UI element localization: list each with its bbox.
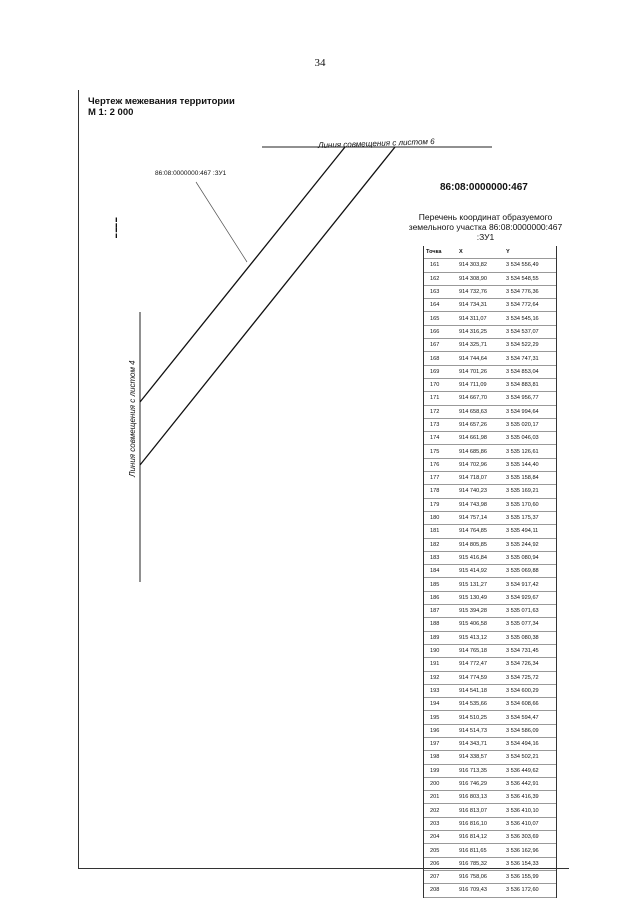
cell-y: 3 535 046,03 [504,432,556,445]
cell-y: 3 535 494,11 [504,525,556,538]
cell-point: 196 [424,724,453,737]
cell-y: 3 534 494,16 [504,737,556,750]
parcel-label: 86:08:0000000:467 :ЗУ1 [155,170,227,177]
table-row [424,618,556,631]
table-row [424,285,556,298]
cell-x: 916 816,10 [453,817,504,830]
cell-point: 169 [424,365,453,378]
table-row [424,671,556,684]
cell-x: 916 758,06 [453,870,504,883]
cell-point: 208 [424,884,453,897]
cell-point: 171 [424,392,453,405]
title-line-2: М 1: 2 000 [88,107,134,118]
cell-y: 3 535 080,38 [504,631,556,644]
table-row [424,299,556,312]
cell-x: 916 811,65 [453,844,504,857]
cell-point: 180 [424,511,453,524]
cell-point: 168 [424,352,453,365]
cell-x: 914 740,23 [453,485,504,498]
cell-point: 195 [424,711,453,724]
cell-y: 3 534 537,07 [504,325,556,338]
table-row [424,791,556,804]
table-row [424,365,556,378]
alignment-label-top: Линия совмещения с листом 6 [317,136,435,151]
table-row [424,605,556,618]
table-row [424,658,556,671]
table-row [424,551,556,564]
table-row [424,684,556,697]
table-row [424,498,556,511]
cell-point: 186 [424,591,453,604]
cell-y: 3 534 522,29 [504,339,556,352]
table-row [424,644,556,657]
cell-point: 181 [424,525,453,538]
table-row [424,472,556,485]
cell-y: 3 536 416,39 [504,791,556,804]
cell-x: 914 732,76 [453,285,504,298]
table-row [424,445,556,458]
table-row [424,777,556,790]
boundary-line-1 [140,147,345,402]
table-row [424,538,556,551]
cell-x: 915 413,12 [453,631,504,644]
cell-x: 914 316,25 [453,325,504,338]
cell-point: 178 [424,485,453,498]
cell-y: 3 535 069,88 [504,565,556,578]
cell-point: 189 [424,631,453,644]
cell-x: 914 772,47 [453,658,504,671]
cell-point: 173 [424,418,453,431]
side-mark: ▬ ▬▬ ▬ [113,217,118,238]
cell-point: 205 [424,844,453,857]
cell-x: 915 406,58 [453,618,504,631]
cell-y: 3 536 162,96 [504,844,556,857]
cell-point: 190 [424,644,453,657]
cell-point: 198 [424,751,453,764]
cell-point: 164 [424,299,453,312]
cell-point: 174 [424,432,453,445]
table-row [424,352,556,365]
cell-y: 3 534 917,42 [504,578,556,591]
cell-point: 183 [424,551,453,564]
table-title: Перечень координат образуемого земельного участка 86:08:0000000:467 :ЗУ1 [408,212,563,242]
cell-point: 202 [424,804,453,817]
cell-y: 3 536 172,60 [504,884,556,897]
cell-x: 914 338,57 [453,751,504,764]
cell-y: 3 534 853,04 [504,365,556,378]
cell-point: 184 [424,565,453,578]
cell-x: 914 743,98 [453,498,504,511]
cell-x: 916 709,43 [453,884,504,897]
cell-x: 914 514,73 [453,724,504,737]
table-row [424,698,556,711]
cell-y: 3 534 502,21 [504,751,556,764]
cell-point: 176 [424,458,453,471]
table-row [424,272,556,285]
header-point: Точка [424,246,453,259]
cell-x: 914 657,26 [453,418,504,431]
header-x: X [453,246,504,259]
table-row [424,485,556,498]
table-row [424,884,556,897]
cell-point: 199 [424,764,453,777]
cell-y: 3 536 154,33 [504,857,556,870]
title-line-1: Чертеж межевания территории [88,96,235,107]
table-row [424,405,556,418]
cell-y: 3 535 175,37 [504,511,556,524]
table-row [424,578,556,591]
cell-point: 194 [424,698,453,711]
table-row [424,764,556,777]
cell-x: 914 711,09 [453,378,504,391]
table-row [424,378,556,391]
table-row [424,724,556,737]
cell-point: 201 [424,791,453,804]
table-row [424,312,556,325]
table-row [424,751,556,764]
table-row [424,817,556,830]
cell-x: 914 744,64 [453,352,504,365]
cell-y: 3 535 158,84 [504,472,556,485]
cell-y: 3 536 155,99 [504,870,556,883]
cell-x: 914 765,18 [453,644,504,657]
cell-x: 914 311,07 [453,312,504,325]
cadastral-number: 86:08:0000000:467 [440,182,528,193]
cell-point: 188 [424,618,453,631]
table-row [424,831,556,844]
table-row [424,525,556,538]
cell-x: 916 746,29 [453,777,504,790]
cell-x: 914 667,70 [453,392,504,405]
cell-y: 3 535 080,94 [504,551,556,564]
cell-y: 3 534 556,49 [504,259,556,272]
cell-x: 914 541,18 [453,684,504,697]
cell-point: 172 [424,405,453,418]
cell-point: 207 [424,870,453,883]
table-row [424,418,556,431]
cell-y: 3 535 126,61 [504,445,556,458]
cell-y: 3 535 244,92 [504,538,556,551]
cell-y: 3 535 020,17 [504,418,556,431]
cell-x: 916 803,13 [453,791,504,804]
cell-x: 916 785,32 [453,857,504,870]
page-number: 34 [314,57,326,69]
cell-point: 200 [424,777,453,790]
table-row [424,737,556,750]
cell-y: 3 536 449,62 [504,764,556,777]
cell-y: 3 534 776,36 [504,285,556,298]
cell-x: 916 814,12 [453,831,504,844]
cell-y: 3 535 077,34 [504,618,556,631]
boundary-line-2 [140,147,395,465]
table-row [424,591,556,604]
cell-y: 3 534 600,29 [504,684,556,697]
cell-point: 167 [424,339,453,352]
cell-x: 914 325,71 [453,339,504,352]
cell-y: 3 534 956,77 [504,392,556,405]
cell-y: 3 534 883,81 [504,378,556,391]
cell-y: 3 534 747,31 [504,352,556,365]
cell-x: 914 308,90 [453,272,504,285]
cell-point: 175 [424,445,453,458]
table-row [424,458,556,471]
cell-y: 3 535 071,63 [504,605,556,618]
table-row [424,325,556,338]
cell-y: 3 534 545,16 [504,312,556,325]
cell-x: 914 702,96 [453,458,504,471]
cell-x: 916 813,07 [453,804,504,817]
cell-x: 914 685,86 [453,445,504,458]
cell-y: 3 535 169,21 [504,485,556,498]
cell-point: 197 [424,737,453,750]
cell-x: 915 416,84 [453,551,504,564]
cell-x: 914 343,71 [453,737,504,750]
cell-x: 914 658,63 [453,405,504,418]
cell-point: 179 [424,498,453,511]
table-row [424,870,556,883]
cell-point: 162 [424,272,453,285]
cell-point: 204 [424,831,453,844]
table-row [424,565,556,578]
table-row [424,631,556,644]
table-row [424,339,556,352]
cell-x: 916 713,35 [453,764,504,777]
table-row [424,711,556,724]
cell-y: 3 534 548,55 [504,272,556,285]
cell-x: 915 414,92 [453,565,504,578]
header-y: Y [504,246,556,259]
cell-point: 192 [424,671,453,684]
cell-point: 182 [424,538,453,551]
cell-y: 3 534 994,64 [504,405,556,418]
cell-point: 163 [424,285,453,298]
cell-y: 3 534 725,72 [504,671,556,684]
cell-y: 3 534 594,47 [504,711,556,724]
cell-y: 3 535 144,40 [504,458,556,471]
cell-point: 185 [424,578,453,591]
cell-y: 3 534 731,45 [504,644,556,657]
cell-y: 3 534 608,66 [504,698,556,711]
cell-point: 170 [424,378,453,391]
cell-x: 914 303,82 [453,259,504,272]
cell-y: 3 535 170,60 [504,498,556,511]
cell-y: 3 534 929,67 [504,591,556,604]
table-row [424,844,556,857]
cell-point: 193 [424,684,453,697]
cell-point: 203 [424,817,453,830]
cell-point: 177 [424,472,453,485]
cell-point: 165 [424,312,453,325]
cell-x: 914 661,98 [453,432,504,445]
alignment-label-left: Линия совмещения с листом 4 [128,360,137,477]
cell-x: 914 764,85 [453,525,504,538]
table-row [424,432,556,445]
cell-y: 3 534 726,34 [504,658,556,671]
cell-point: 166 [424,325,453,338]
coordinates-table [423,246,557,898]
table-row [424,804,556,817]
cell-x: 914 701,26 [453,365,504,378]
leader-line [196,182,247,262]
cell-y: 3 536 303,69 [504,831,556,844]
table-row [424,259,556,272]
table-header-row [424,246,556,259]
cell-point: 187 [424,605,453,618]
cell-x: 914 805,85 [453,538,504,551]
cell-point: 161 [424,259,453,272]
cell-point: 206 [424,857,453,870]
cell-x: 914 718,07 [453,472,504,485]
cell-y: 3 534 586,09 [504,724,556,737]
table-row [424,392,556,405]
cell-x: 915 131,27 [453,578,504,591]
table-row [424,511,556,524]
cell-x: 914 510,25 [453,711,504,724]
cell-x: 915 130,49 [453,591,504,604]
cell-x: 914 774,59 [453,671,504,684]
cell-x: 914 757,14 [453,511,504,524]
cell-y: 3 536 442,91 [504,777,556,790]
cell-y: 3 534 772,64 [504,299,556,312]
table-row [424,857,556,870]
cell-x: 914 535,66 [453,698,504,711]
cell-x: 914 734,31 [453,299,504,312]
cell-y: 3 536 410,10 [504,804,556,817]
cell-x: 915 394,28 [453,605,504,618]
cell-y: 3 536 410,07 [504,817,556,830]
cell-point: 191 [424,658,453,671]
